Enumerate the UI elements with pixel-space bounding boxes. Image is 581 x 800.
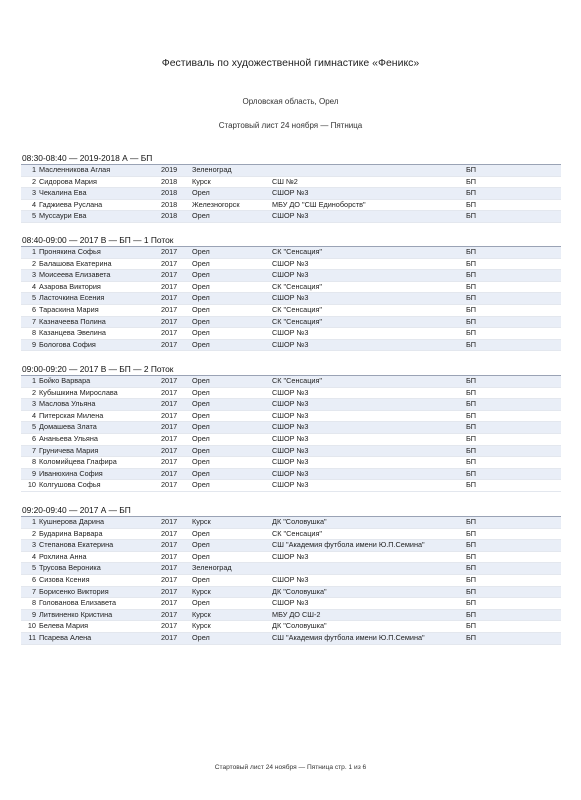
cell-club: СШОР №3 [272, 551, 466, 563]
cell-club: СК "Сенсация" [272, 281, 466, 293]
cell-city: Орел [192, 399, 272, 411]
cell-birth-year: 2017 [161, 270, 192, 282]
cell-athlete-name: Муссаури Ева [39, 211, 161, 223]
cell-number: 5 [21, 563, 39, 575]
cell-program: БП [466, 399, 561, 411]
cell-club: СШОР №3 [272, 598, 466, 610]
cell-birth-year: 2017 [161, 304, 192, 316]
table-row [21, 293, 561, 305]
cell-number: 2 [21, 387, 39, 399]
cell-city: Орел [192, 387, 272, 399]
start-table [21, 517, 561, 645]
cell-athlete-name: Тараскина Мария [39, 304, 161, 316]
cell-number: 7 [21, 586, 39, 598]
start-table [21, 165, 561, 223]
cell-program: БП [466, 270, 561, 282]
table-row [21, 165, 561, 176]
cell-city: Орел [192, 528, 272, 540]
cell-program: БП [466, 316, 561, 328]
cell-birth-year: 2017 [161, 609, 192, 621]
table-row [21, 480, 561, 492]
cell-program: БП [466, 247, 561, 258]
cell-club: СШОР №3 [272, 457, 466, 469]
start-group-2 [21, 234, 561, 351]
cell-athlete-name: Чекалина Ева [39, 188, 161, 200]
table-row [21, 258, 561, 270]
cell-athlete-name: Казначеева Полина [39, 316, 161, 328]
cell-birth-year: 2017 [161, 586, 192, 598]
cell-birth-year: 2017 [161, 551, 192, 563]
cell-city: Орел [192, 433, 272, 445]
table-row [21, 211, 561, 223]
table-row [21, 316, 561, 328]
table-row [21, 574, 561, 586]
cell-club: СШОР №3 [272, 574, 466, 586]
table-row [21, 199, 561, 211]
cell-birth-year: 2018 [161, 188, 192, 200]
cell-program: БП [466, 621, 561, 633]
table-row [21, 387, 561, 399]
table-row [21, 563, 561, 575]
cell-club: СК "Сенсация" [272, 247, 466, 258]
cell-city: Курск [192, 621, 272, 633]
cell-number: 9 [21, 468, 39, 480]
cell-program: БП [466, 540, 561, 552]
cell-athlete-name: Колгушова Софья [39, 480, 161, 492]
cell-athlete-name: Степанова Екатерина [39, 540, 161, 552]
cell-program: БП [466, 586, 561, 598]
cell-city: Орел [192, 211, 272, 223]
table-row [21, 551, 561, 563]
cell-number: 3 [21, 540, 39, 552]
cell-athlete-name: Ласточкина Есения [39, 293, 161, 305]
table-row [21, 328, 561, 340]
cell-program: БП [466, 410, 561, 422]
table-row [21, 468, 561, 480]
cell-club: СШОР №3 [272, 328, 466, 340]
cell-birth-year: 2017 [161, 258, 192, 270]
table-row [21, 410, 561, 422]
cell-athlete-name: Коломийцева Глафира [39, 457, 161, 469]
cell-athlete-name: Псарева Алена [39, 632, 161, 644]
cell-number: 1 [21, 165, 39, 176]
cell-athlete-name: Бударина Варвара [39, 528, 161, 540]
cell-number: 4 [21, 410, 39, 422]
cell-club: СК "Сенсация" [272, 528, 466, 540]
cell-city: Орел [192, 247, 272, 258]
cell-city: Орел [192, 598, 272, 610]
cell-city: Орел [192, 281, 272, 293]
start-table [21, 376, 561, 492]
cell-city: Орел [192, 304, 272, 316]
cell-number: 8 [21, 328, 39, 340]
cell-city: Орел [192, 376, 272, 387]
cell-birth-year: 2017 [161, 517, 192, 528]
cell-birth-year: 2017 [161, 563, 192, 575]
cell-athlete-name: Пронякина Софья [39, 247, 161, 258]
cell-club: СШОР №3 [272, 422, 466, 434]
cell-city: Орел [192, 445, 272, 457]
cell-birth-year: 2017 [161, 247, 192, 258]
cell-athlete-name: Сизова Ксения [39, 574, 161, 586]
cell-birth-year: 2017 [161, 281, 192, 293]
table-row [21, 339, 561, 351]
cell-city: Орел [192, 258, 272, 270]
cell-program: БП [466, 480, 561, 492]
cell-club: СШОР №3 [272, 433, 466, 445]
cell-birth-year: 2017 [161, 528, 192, 540]
cell-city: Орел [192, 410, 272, 422]
cell-athlete-name: Казанцева Эвелина [39, 328, 161, 340]
cell-number: 6 [21, 304, 39, 316]
table-row [21, 445, 561, 457]
start-table-body [21, 247, 561, 351]
cell-birth-year: 2017 [161, 445, 192, 457]
cell-city: Орел [192, 328, 272, 340]
cell-number: 5 [21, 211, 39, 223]
cell-city: Орел [192, 316, 272, 328]
cell-city: Зеленоград [192, 563, 272, 575]
table-row [21, 399, 561, 411]
group-heading: 08:30-08:40 — 2019-2018 А — БП [21, 152, 561, 165]
cell-city: Зеленоград [192, 165, 272, 176]
cell-program: БП [466, 609, 561, 621]
cell-birth-year: 2017 [161, 399, 192, 411]
cell-club: СШОР №3 [272, 293, 466, 305]
table-row [21, 609, 561, 621]
cell-program: БП [466, 339, 561, 351]
cell-athlete-name: Гаджиева Руслана [39, 199, 161, 211]
cell-program: БП [466, 574, 561, 586]
group-heading: 09:20-09:40 — 2017 А — БП [21, 504, 561, 517]
cell-club: СШОР №3 [272, 270, 466, 282]
cell-program: БП [466, 376, 561, 387]
cell-number: 2 [21, 528, 39, 540]
cell-city: Орел [192, 457, 272, 469]
cell-athlete-name: Трусова Вероника [39, 563, 161, 575]
start-group-1 [21, 152, 561, 223]
cell-city: Орел [192, 270, 272, 282]
cell-city: Орел [192, 293, 272, 305]
cell-athlete-name: Маслова Ульяна [39, 399, 161, 411]
start-group-3 [21, 363, 561, 492]
cell-number: 1 [21, 376, 39, 387]
cell-birth-year: 2017 [161, 457, 192, 469]
cell-club: СШОР №3 [272, 339, 466, 351]
cell-program: БП [466, 517, 561, 528]
table-row [21, 247, 561, 258]
table-row [21, 586, 561, 598]
cell-program: БП [466, 304, 561, 316]
cell-program: БП [466, 258, 561, 270]
cell-city: Орел [192, 339, 272, 351]
cell-athlete-name: Кубышкина Мирослава [39, 387, 161, 399]
cell-athlete-name: Борисенко Виктория [39, 586, 161, 598]
cell-birth-year: 2017 [161, 422, 192, 434]
cell-number: 10 [21, 621, 39, 633]
cell-birth-year: 2017 [161, 598, 192, 610]
cell-athlete-name: Ананьева Ульяна [39, 433, 161, 445]
cell-number: 9 [21, 609, 39, 621]
cell-club: СШОР №3 [272, 258, 466, 270]
table-row [21, 281, 561, 293]
cell-athlete-name: Кушнерова Дарина [39, 517, 161, 528]
cell-athlete-name: Масленникова Аглая [39, 165, 161, 176]
cell-program: БП [466, 445, 561, 457]
cell-number: 4 [21, 551, 39, 563]
location-line: Орловская область, Орел [242, 97, 339, 106]
cell-program: БП [466, 632, 561, 644]
cell-athlete-name: Литвиненко Кристина [39, 609, 161, 621]
cell-city: Орел [192, 574, 272, 586]
cell-club: СШ "Академия футбола имени Ю.П.Семина" [272, 540, 466, 552]
cell-athlete-name: Бологова София [39, 339, 161, 351]
cell-birth-year: 2017 [161, 387, 192, 399]
cell-number: 6 [21, 433, 39, 445]
cell-club: ДК "Соловушка" [272, 621, 466, 633]
table-row [21, 176, 561, 188]
cell-program: БП [466, 528, 561, 540]
cell-city: Курск [192, 609, 272, 621]
start-table [21, 247, 561, 351]
cell-number: 10 [21, 480, 39, 492]
cell-program: БП [466, 433, 561, 445]
table-row [21, 457, 561, 469]
cell-athlete-name: Балашова Екатерина [39, 258, 161, 270]
cell-club: СШОР №3 [272, 410, 466, 422]
cell-city: Курск [192, 176, 272, 188]
cell-birth-year: 2018 [161, 176, 192, 188]
cell-birth-year: 2017 [161, 540, 192, 552]
cell-program: БП [466, 176, 561, 188]
cell-number: 3 [21, 270, 39, 282]
table-row [21, 422, 561, 434]
table-row [21, 632, 561, 644]
cell-athlete-name: Домашева Злата [39, 422, 161, 434]
cell-program: БП [466, 293, 561, 305]
cell-club: СШОР №3 [272, 399, 466, 411]
cell-city: Железногорск [192, 199, 272, 211]
page-footer: Стартовый лист 24 ноября — Пятница стр. 1 из 6 [214, 764, 367, 771]
cell-club: СШОР №3 [272, 188, 466, 200]
cell-number: 9 [21, 339, 39, 351]
cell-birth-year: 2017 [161, 328, 192, 340]
cell-athlete-name: Бойко Варвара [39, 376, 161, 387]
cell-athlete-name: Белева Мария [39, 621, 161, 633]
group-heading: 09:00-09:20 — 2017 В — БП — 2 Поток [21, 363, 561, 376]
cell-athlete-name: Груничева Мария [39, 445, 161, 457]
cell-program: БП [466, 551, 561, 563]
cell-program: БП [466, 457, 561, 469]
table-row [21, 598, 561, 610]
cell-number: 11 [21, 632, 39, 644]
cell-number: 7 [21, 316, 39, 328]
cell-club: ДК "Соловушка" [272, 586, 466, 598]
table-row [21, 188, 561, 200]
cell-city: Курск [192, 586, 272, 598]
table-row [21, 433, 561, 445]
cell-number: 5 [21, 293, 39, 305]
cell-club: СК "Сенсация" [272, 316, 466, 328]
cell-number: 4 [21, 281, 39, 293]
table-row [21, 540, 561, 552]
table-row [21, 517, 561, 528]
cell-club: СШОР №3 [272, 468, 466, 480]
cell-city: Орел [192, 551, 272, 563]
cell-number: 1 [21, 247, 39, 258]
cell-birth-year: 2017 [161, 433, 192, 445]
cell-birth-year: 2017 [161, 316, 192, 328]
cell-number: 8 [21, 598, 39, 610]
cell-birth-year: 2017 [161, 632, 192, 644]
cell-club: СШОР №3 [272, 211, 466, 223]
cell-birth-year: 2017 [161, 410, 192, 422]
cell-club: СШОР №3 [272, 445, 466, 457]
cell-program: БП [466, 165, 561, 176]
cell-birth-year: 2017 [161, 480, 192, 492]
cell-birth-year: 2017 [161, 339, 192, 351]
cell-number: 8 [21, 457, 39, 469]
cell-club [272, 563, 466, 575]
table-row [21, 376, 561, 387]
cell-program: БП [466, 188, 561, 200]
cell-club: МБУ ДО СШ-2 [272, 609, 466, 621]
cell-club: СШОР №3 [272, 387, 466, 399]
cell-club: ДК "Соловушка" [272, 517, 466, 528]
cell-club [272, 165, 466, 176]
cell-program: БП [466, 199, 561, 211]
cell-program: БП [466, 598, 561, 610]
cell-birth-year: 2018 [161, 211, 192, 223]
cell-birth-year: 2017 [161, 293, 192, 305]
start-table-body [21, 376, 561, 491]
cell-club: МБУ ДО "СШ Единоборств" [272, 199, 466, 211]
cell-birth-year: 2019 [161, 165, 192, 176]
cell-club: СШ №2 [272, 176, 466, 188]
cell-program: БП [466, 281, 561, 293]
cell-birth-year: 2017 [161, 621, 192, 633]
cell-number: 2 [21, 258, 39, 270]
cell-club: СК "Сенсация" [272, 304, 466, 316]
cell-city: Орел [192, 188, 272, 200]
cell-city: Орел [192, 480, 272, 492]
cell-city: Курск [192, 517, 272, 528]
cell-program: БП [466, 563, 561, 575]
cell-number: 5 [21, 422, 39, 434]
cell-city: Орел [192, 632, 272, 644]
cell-athlete-name: Азарова Виктория [39, 281, 161, 293]
cell-birth-year: 2017 [161, 574, 192, 586]
cell-program: БП [466, 468, 561, 480]
cell-birth-year: 2017 [161, 468, 192, 480]
cell-birth-year: 2017 [161, 376, 192, 387]
cell-program: БП [466, 211, 561, 223]
cell-club: СШОР №3 [272, 480, 466, 492]
cell-number: 3 [21, 399, 39, 411]
table-row [21, 621, 561, 633]
table-row [21, 528, 561, 540]
cell-birth-year: 2018 [161, 199, 192, 211]
cell-program: БП [466, 422, 561, 434]
cell-number: 6 [21, 574, 39, 586]
cell-city: Орел [192, 468, 272, 480]
group-heading: 08:40-09:00 — 2017 В — БП — 1 Поток [21, 234, 561, 247]
sheet-subtitle: Стартовый лист 24 ноября — Пятница [218, 121, 363, 130]
table-row [21, 304, 561, 316]
cell-club: СШ "Академия футбола имени Ю.П.Семина" [272, 632, 466, 644]
cell-athlete-name: Голованова Елизавета [39, 598, 161, 610]
cell-program: БП [466, 387, 561, 399]
start-group-4 [21, 504, 561, 645]
cell-athlete-name: Рохлина Анна [39, 551, 161, 563]
start-table-body [21, 165, 561, 222]
cell-city: Орел [192, 422, 272, 434]
cell-number: 7 [21, 445, 39, 457]
cell-number: 3 [21, 188, 39, 200]
cell-athlete-name: Иванюхина София [39, 468, 161, 480]
cell-athlete-name: Питерская Милена [39, 410, 161, 422]
cell-club: СК "Сенсация" [272, 376, 466, 387]
cell-athlete-name: Моисеева Елизавета [39, 270, 161, 282]
cell-city: Орел [192, 540, 272, 552]
cell-athlete-name: Сидорова Мария [39, 176, 161, 188]
cell-program: БП [466, 328, 561, 340]
cell-number: 4 [21, 199, 39, 211]
table-row [21, 270, 561, 282]
page-title: Фестиваль по художественной гимнастике «Феникс» [161, 57, 420, 69]
cell-number: 1 [21, 517, 39, 528]
start-table-body [21, 517, 561, 644]
cell-number: 2 [21, 176, 39, 188]
